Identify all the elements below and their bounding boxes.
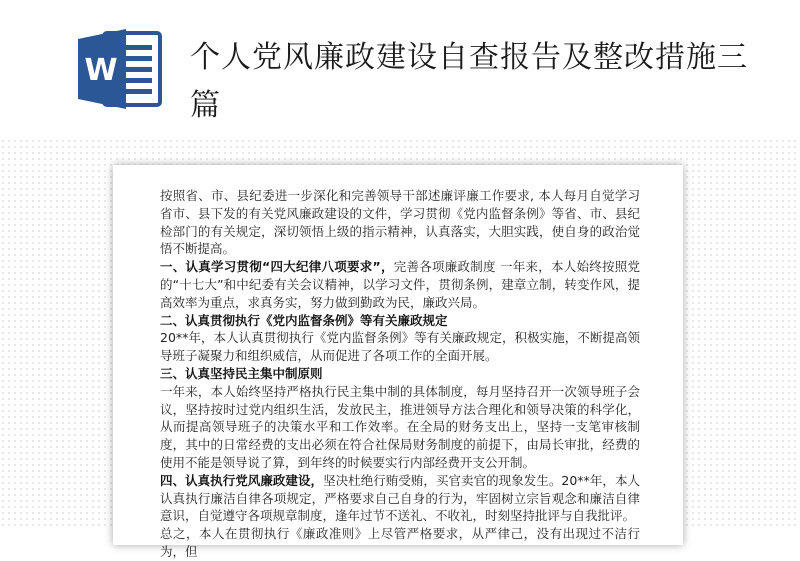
paragraph-text: 一年来，本人始终坚持严格执行民主集中制的具体制度，每月坚持召开一次领导班子会议，坚持按时过党内组织生活，发放民主，推进领导方法合理化和领导决策的科学化，从而提高领导班子的决策水平和工作效率。在全局的财务支出上，坚持一支笔审核制度，其中的日常经费的支出必须在符合社保局财务制度的前提下，由局长审批，经费的使用不能是领导说了算，到年终的时候要实行内部经费开支公开制。 (160, 383, 640, 470)
paragraph (160, 365, 640, 383)
word-document-icon (74, 27, 166, 111)
document-body (160, 187, 640, 561)
document-title: 个人党风廉政建设自查报告及整改措施三篇 (190, 40, 748, 123)
paragraph-heading: 一、认真学习贯彻“四大纪律八项要求”， (160, 259, 394, 275)
paragraph (160, 187, 640, 258)
paragraph-heading: 二、认真贯彻执行《党内监督条例》等有关廉政规定 (160, 312, 448, 328)
header-banner (0, 0, 800, 140)
paragraph (160, 472, 640, 525)
paragraph-text: 按照省、市、县纪委进一步深化和完善领导干部述廉评廉工作要求, 本人每月自觉学习省市、县下发的有关党风廉政建设的文件，学习贯彻《党内监督条例》等省、市、县纪检部门的有关规定，深切领悟上级的指示精神，认真落实，大胆实践，使自身的政治觉悟不断提高。 (160, 188, 640, 257)
paragraph (160, 312, 640, 330)
paragraph-text: 完善各项廉政制度 一年来，本人始终按照党的“十七大”和中纪委有关会议精神，以学习文件，贯彻条例，建章立制，转变作风，提高效率为重点，求真务实，努力做到勤政为民，廉政兴局。 (160, 259, 640, 310)
paragraph-text: 20**年，本人认真贯彻执行《党内监督条例》等有关廉政规定，积极实施，不断提高领导班子凝聚力和组织威信，从而促进了各项工作的全面开展。 (160, 330, 640, 364)
paragraph (160, 525, 640, 561)
paragraph-text: 总之，本人在贯彻执行《廉政准则》上尽管严格要求，从严律己，没有出现过不洁行为，但 (160, 526, 640, 559)
paragraph-text: 坚决杜绝行贿受贿，买官卖官的现象发生。20**年，本人认真执行廉洁自律各项规定，严格要求自己自身的行为，牢固树立宗旨观念和廉洁自律意识，自觉遵守各项规章制度，逢年过节不送礼、不收礼，时刻坚持批评与自我批评。 (160, 472, 640, 524)
paragraph (160, 258, 640, 311)
paragraph (160, 329, 640, 365)
logo-letter: W (84, 53, 118, 88)
paragraph-heading: 四、认真执行党风廉政建设， (160, 472, 324, 488)
paragraph-heading: 三、认真坚持民主集中制原则 (160, 365, 323, 381)
paragraph (160, 383, 640, 472)
